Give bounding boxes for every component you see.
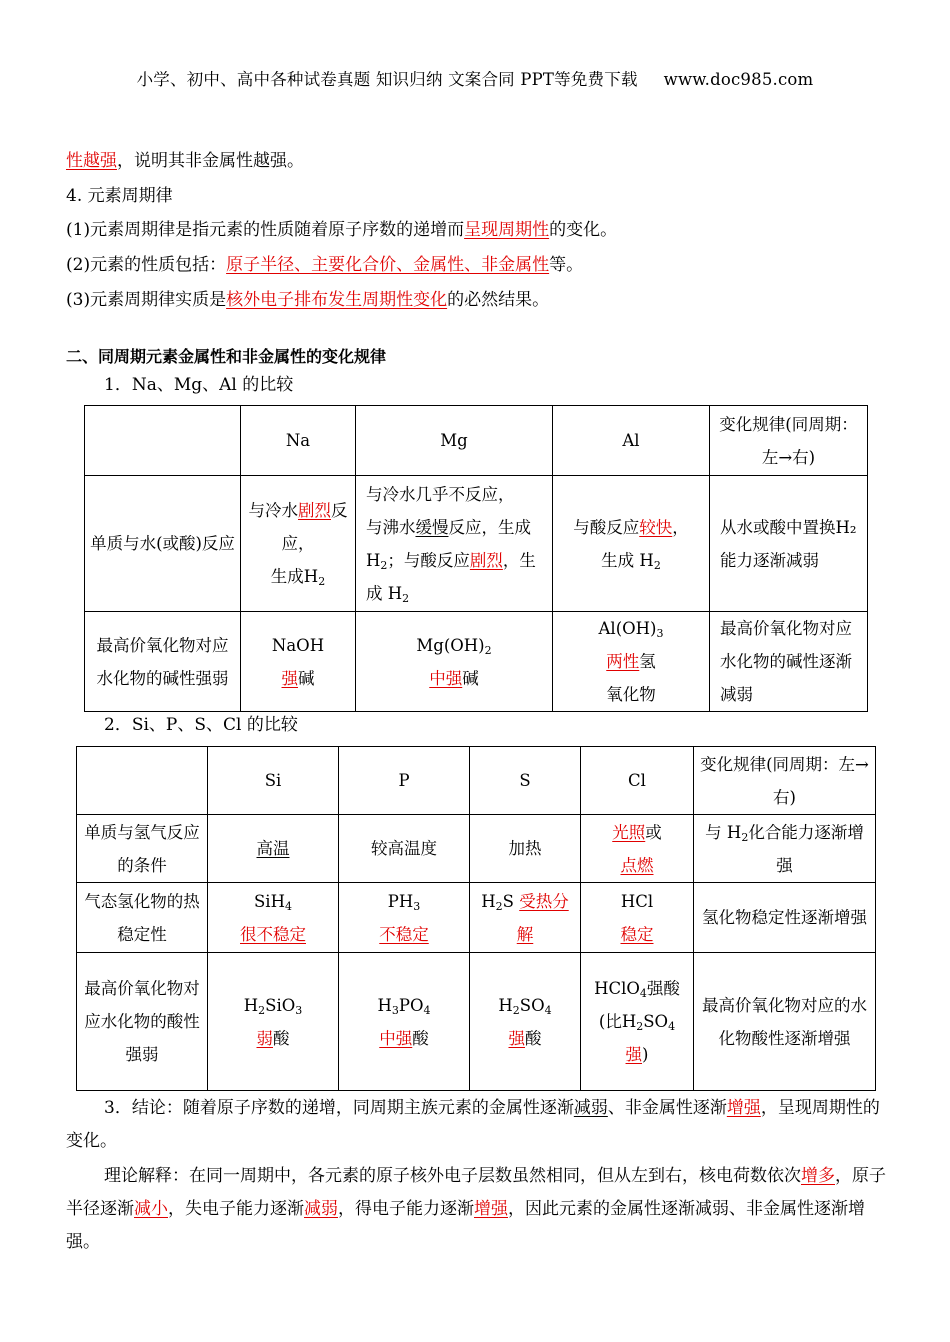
- text: 的变化。: [549, 220, 618, 240]
- text: ，生成 H: [366, 550, 536, 603]
- text: Mg(OH): [416, 635, 485, 655]
- answer-blank: 很不稳定: [240, 924, 306, 944]
- text: 、非金属性逐渐: [607, 1098, 727, 1118]
- text: 与 H: [705, 822, 742, 842]
- answer-blank: 中强: [379, 1028, 413, 1048]
- text: S: [502, 891, 520, 911]
- text: SO: [643, 1012, 669, 1031]
- cell-si: [208, 953, 339, 1091]
- text: 等。: [549, 255, 584, 275]
- subscript: 2: [741, 830, 749, 844]
- intro-line-5: [66, 287, 549, 313]
- text: ，说明其非金属性越强。: [117, 151, 304, 171]
- subscript: 2: [484, 643, 492, 657]
- text: ，因此元素的金属性逐渐减弱、非金属性逐渐增强。: [66, 1199, 865, 1252]
- text: HCl: [620, 891, 654, 911]
- table-row: [77, 815, 876, 883]
- subscript: 2: [380, 558, 388, 572]
- text: 的必然结果。: [447, 290, 550, 310]
- answer-blank: 剧烈: [298, 501, 331, 520]
- row-label: 单质与氢气反应的条件: [77, 815, 208, 883]
- header-rule: 变化规律(同周期：左→右): [694, 747, 876, 815]
- table-si-p-s-cl: [76, 746, 876, 1091]
- text: 反应，生成 H: [366, 517, 531, 570]
- text: PH: [387, 891, 414, 911]
- subsection-title-2: 2．Si、P、S、Cl 的比较: [104, 715, 298, 735]
- text: (3)元素周期律实质是: [66, 290, 227, 310]
- answer-blank: 强: [281, 668, 298, 688]
- text: 碱: [462, 668, 479, 688]
- text: 3．结论：随着原子序数的递增，同周期主族元素的金属性逐渐: [104, 1098, 574, 1118]
- cell-rule: 最高价氧化物对应的水化物酸性逐渐增强: [694, 953, 876, 1091]
- text: Al(OH): [598, 619, 657, 638]
- intro-line-3: [66, 217, 617, 243]
- answer-blank: 两性: [606, 652, 640, 671]
- text: 反应，: [281, 501, 348, 553]
- text: 与酸反应: [573, 517, 640, 537]
- text: 与沸水: [366, 517, 416, 537]
- text: 氧化物: [606, 685, 656, 704]
- text: H: [481, 891, 496, 911]
- cell-mg: [356, 476, 553, 612]
- text: 酸: [412, 1028, 429, 1048]
- row-label: 单质与水(或酸)反应: [85, 476, 241, 612]
- answer-blank: 强: [508, 1028, 525, 1048]
- header-na: Na: [241, 406, 356, 476]
- answer-blank: 光照: [612, 822, 646, 842]
- answer-blank: 性越强: [66, 151, 117, 171]
- text: ，呈现周期性的变化。: [66, 1098, 880, 1151]
- text: 与冷水: [248, 501, 298, 520]
- text: 氢: [639, 652, 656, 671]
- header-cl: Cl: [581, 747, 694, 815]
- subscript: 2: [512, 1003, 520, 1017]
- text: H: [243, 995, 259, 1015]
- cell-mg: [356, 612, 553, 712]
- text: NaOH: [271, 635, 325, 655]
- cell-al: [553, 476, 710, 612]
- text: (1)元素周期律是指元素的性质随着原子序数的递增而: [66, 220, 465, 240]
- text: H: [498, 995, 513, 1015]
- table-row: [85, 476, 868, 612]
- header-si: Si: [208, 747, 339, 815]
- text: 生成 H: [601, 550, 654, 570]
- cell-s: [470, 883, 581, 953]
- answer-blank: 呈现周期性: [464, 220, 550, 240]
- answer-blank: 点燃: [620, 855, 654, 875]
- text: (2)元素的性质包括：: [66, 255, 227, 275]
- text: 生成H: [270, 567, 319, 586]
- subscript: 2: [258, 1003, 266, 1017]
- answer-blank: 原子半径、主要化合价、金属性、非金属性: [226, 255, 550, 275]
- subscript: 4: [423, 1003, 431, 1017]
- subscript: 2: [653, 558, 661, 572]
- text: 或: [645, 822, 662, 842]
- cell-p: 较高温度: [339, 815, 470, 883]
- row-label: 气态氢化物的热稳定性: [77, 883, 208, 953]
- text: 化合能力逐渐增强: [748, 822, 864, 875]
- table-row: [77, 883, 876, 953]
- text: HClO: [594, 979, 640, 998]
- underlined-text: 缓慢: [415, 517, 449, 537]
- answer-blank: 不稳定: [379, 924, 429, 944]
- cell-rule: [694, 815, 876, 883]
- subscript: 3: [656, 627, 664, 640]
- table-header-row: [85, 406, 868, 476]
- header-url[interactable]: www.doc985.com: [663, 70, 814, 89]
- intro-line-1: [66, 148, 304, 174]
- text: H: [377, 995, 392, 1015]
- cell-rule: 最高价氧化物对应水化物的碱性逐渐减弱: [710, 612, 868, 712]
- subscript: 4: [639, 987, 647, 1000]
- answer-blank: 剧烈: [469, 550, 503, 570]
- table-row: [85, 612, 868, 712]
- text: PO: [398, 995, 424, 1015]
- answer-blank: 强: [625, 1045, 643, 1064]
- empty-cell: [77, 747, 208, 815]
- text: ，失电子能力逐渐: [168, 1199, 304, 1219]
- subscript: 3: [391, 1003, 399, 1017]
- cell-s: [470, 953, 581, 1091]
- answer-blank: 较快: [639, 517, 673, 537]
- intro-line-4: [66, 252, 583, 278]
- answer-blank: 弱: [256, 1028, 273, 1048]
- cell-rule: 从水或酸中置换H₂能力逐渐减弱: [710, 476, 868, 612]
- conclusion-paragraph: [66, 1092, 886, 1158]
- subscript: 4: [284, 899, 292, 913]
- answer-blank: 增多: [801, 1166, 835, 1186]
- cell-si: [208, 883, 339, 953]
- text: 碱: [298, 668, 315, 688]
- answer-blank: 中强: [429, 668, 463, 688]
- table-na-mg-al: [84, 405, 868, 712]
- subscript: 3: [295, 1003, 303, 1017]
- answer-blank: 增强: [726, 1098, 761, 1118]
- answer-blank: 受热分解: [516, 891, 569, 944]
- text: 酸: [273, 1028, 290, 1048]
- text: 与冷水几乎不反应，: [366, 484, 515, 504]
- cell-cl: [581, 883, 694, 953]
- text: 酸: [525, 1028, 542, 1048]
- subscript: 2: [402, 591, 410, 605]
- cell-rule: 氢化物稳定性逐渐增强: [694, 883, 876, 953]
- cell-p: [339, 953, 470, 1091]
- answer-blank: 减小: [134, 1199, 168, 1219]
- header-p: P: [339, 747, 470, 815]
- underlined-text: 高温: [256, 839, 290, 858]
- subscript: 3: [413, 899, 421, 913]
- answer-blank: 稳定: [620, 924, 654, 944]
- text: 强酸(比H: [598, 979, 680, 1031]
- subscript: 2: [495, 899, 503, 913]
- row-label: 最高价氧化物对应水化物的碱性强弱: [85, 612, 241, 712]
- underlined-text: 减弱: [573, 1098, 608, 1118]
- text: ，得电子能力逐渐: [338, 1199, 474, 1219]
- text: SiO: [265, 995, 296, 1015]
- cell-cl: [581, 953, 694, 1091]
- intro-line-2: 4. 元素周期律: [66, 186, 173, 206]
- text: ，: [672, 517, 689, 537]
- text: SO: [519, 995, 545, 1015]
- subscript: 2: [318, 575, 326, 588]
- page-header: [0, 66, 950, 90]
- cell-na: [241, 476, 356, 612]
- theory-paragraph: [66, 1160, 886, 1259]
- header-text: 小学、初中、高中各种试卷真题 知识归纳 文案合同 PPT等免费下载: [136, 70, 638, 89]
- table-header-row: [77, 747, 876, 815]
- cell-p: [339, 883, 470, 953]
- header-s: S: [470, 747, 581, 815]
- subscript: 2: [636, 1020, 644, 1033]
- answer-blank: 减弱: [304, 1199, 338, 1219]
- subsection-title-1: 1．Na、Mg、Al 的比较: [104, 375, 294, 395]
- subscript: 4: [544, 1003, 552, 1017]
- cell-cl: [581, 815, 694, 883]
- header-rule: 变化规律(同周期：左→右): [710, 406, 868, 476]
- text: SiH: [254, 891, 285, 911]
- cell-al: [553, 612, 710, 712]
- header-mg: Mg: [356, 406, 553, 476]
- row-label: 最高价氧化物对应水化物的酸性强弱: [77, 953, 208, 1091]
- cell-na: [241, 612, 356, 712]
- text: ): [642, 1045, 649, 1064]
- answer-blank: 增强: [474, 1199, 508, 1219]
- answer-blank: 核外电子排布发生周期性变化: [226, 290, 448, 310]
- cell-si: [208, 815, 339, 883]
- subscript: 4: [668, 1020, 676, 1033]
- cell-s: 加热: [470, 815, 581, 883]
- section-title: 二、同周期元素金属性和非金属性的变化规律: [66, 347, 387, 366]
- table-row: [77, 953, 876, 1091]
- empty-cell: [85, 406, 241, 476]
- text: 理论解释：在同一周期中，各元素的原子核外电子层数虽然相同，但从左到右，核电荷数依次: [104, 1166, 801, 1186]
- text: ，原子半径逐渐: [66, 1166, 886, 1219]
- header-al: Al: [553, 406, 710, 476]
- text: ；与酸反应: [387, 550, 470, 570]
